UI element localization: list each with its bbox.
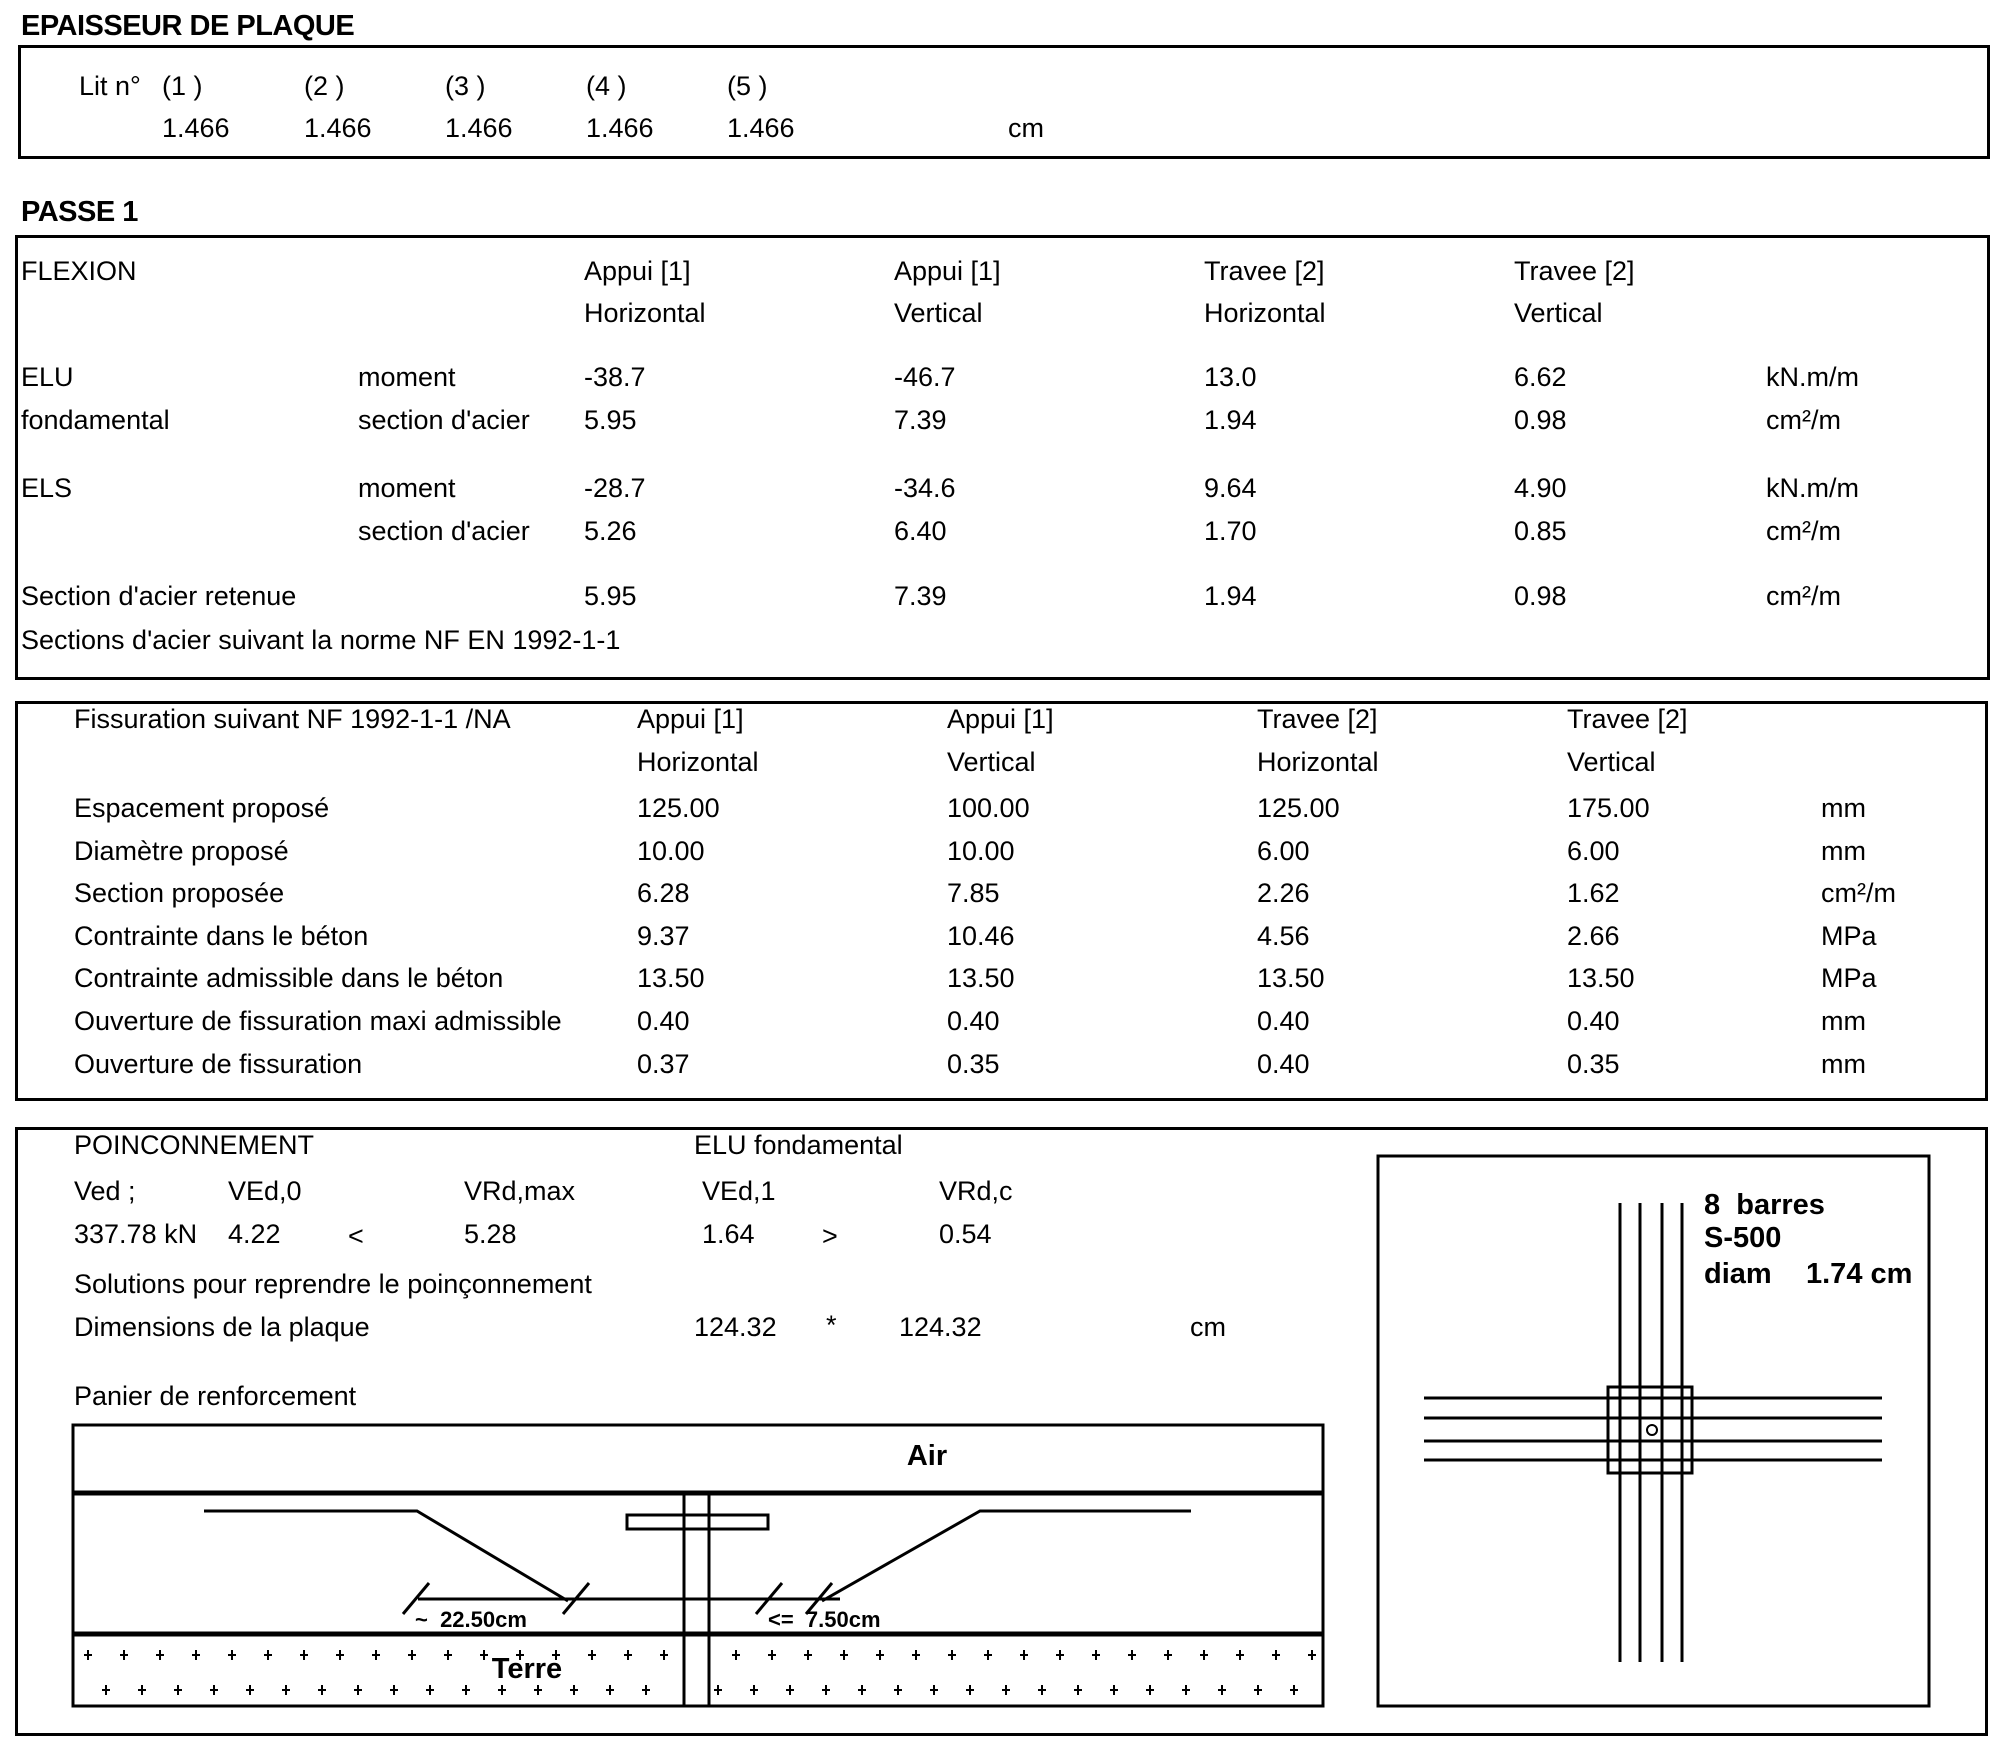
cell: 0.40 — [1567, 1006, 1620, 1036]
row-unit: kN.m/m — [1766, 362, 1859, 392]
row-unit: cm²/m — [1766, 405, 1841, 435]
cell: 0.40 — [1257, 1048, 1310, 1079]
cell: -28.7 — [584, 473, 646, 503]
header-vrdc: VRd,c — [939, 1176, 1013, 1206]
cell: 0.98 — [1514, 581, 1567, 611]
fiss-col-2-top: Appui [1] — [947, 704, 1054, 734]
dimension-unit: cm — [1190, 1312, 1226, 1342]
row-unit: mm — [1821, 835, 1866, 866]
header-ved1: VEd,1 — [702, 1176, 776, 1206]
header-ved0: VEd,0 — [228, 1176, 302, 1206]
row-label: Contrainte admissible dans le béton — [74, 963, 504, 994]
row-label: Espacement proposé — [74, 793, 330, 823]
horizontal-bars — [1424, 1398, 1882, 1460]
row-label: moment — [358, 362, 456, 392]
section-title-passe: PASSE 1 — [21, 196, 138, 228]
row-label: Section proposée — [74, 878, 285, 909]
cell: 100.00 — [947, 793, 1030, 823]
row-label: Ouverture de fissuration — [74, 1048, 363, 1079]
center-marker — [1647, 1425, 1657, 1435]
flexion-note: Sections d'acier suivant la norme NF EN 1992-1-1 — [21, 625, 621, 655]
cell: 13.50 — [947, 963, 1015, 994]
row-group: ELU — [21, 362, 74, 392]
cell: 0.35 — [947, 1048, 1000, 1079]
row-unit: MPa — [1821, 963, 1877, 994]
cell: 10.00 — [637, 835, 705, 866]
cell: 125.00 — [1257, 793, 1340, 823]
cell: 0.98 — [1514, 405, 1567, 435]
poinconnement-label: POINCONNEMENT — [74, 1130, 315, 1160]
fiss-col-1-top: Appui [1] — [637, 704, 744, 734]
row-unit: mm — [1821, 793, 1866, 823]
cell: 1.94 — [1204, 581, 1257, 611]
flexion-col-4-bottom: Vertical — [1514, 298, 1603, 328]
terre-label: Terre — [491, 1653, 563, 1685]
cell: 175.00 — [1567, 793, 1650, 823]
cell: 2.66 — [1567, 920, 1620, 951]
fissuration-label: Fissuration suivant NF 1992-1-1 /NA — [74, 704, 511, 734]
header-ved: Ved ; — [74, 1176, 136, 1206]
fiss-col-4-bottom: Vertical — [1567, 747, 1656, 777]
cell: 13.50 — [1567, 963, 1635, 994]
value-ved: 337.78 kN — [74, 1219, 198, 1249]
rebar-plan-frame — [1378, 1156, 1929, 1706]
row-unit: cm²/m — [1766, 581, 1841, 611]
cell: 0.40 — [947, 1006, 1000, 1036]
lit-4: (4 ) — [586, 71, 627, 101]
cell: 6.28 — [637, 878, 690, 909]
lit-1: (1 ) — [162, 71, 203, 101]
cell: 1.62 — [1567, 878, 1620, 909]
rebar-diam-label: diam — [1704, 1258, 1772, 1290]
diagram-frame — [73, 1425, 1323, 1706]
fiss-col-3-top: Travee [2] — [1257, 704, 1378, 734]
cell: 0.35 — [1567, 1048, 1620, 1079]
cell: 125.00 — [637, 793, 720, 823]
cell: 1.94 — [1204, 405, 1257, 435]
cell: 6.00 — [1257, 835, 1310, 866]
air-label: Air — [906, 1440, 948, 1472]
flexion-col-1-top: Appui [1] — [584, 256, 691, 286]
rebar-count: 8 barres — [1704, 1189, 1825, 1221]
lit-3: (3 ) — [445, 71, 486, 101]
cell: 0.85 — [1514, 516, 1567, 546]
comparison-greater-than: > — [822, 1221, 838, 1251]
plate — [627, 1515, 768, 1529]
header-vrdmax: VRd,max — [464, 1176, 576, 1206]
row-unit: mm — [1821, 1048, 1866, 1079]
epaisseur-unit: cm — [1008, 113, 1044, 143]
fiss-col-1-bottom: Horizontal — [637, 747, 759, 777]
flexion-col-4-top: Travee [2] — [1514, 256, 1635, 286]
cell: 13.0 — [1204, 362, 1257, 392]
rebar-grade: S-500 — [1704, 1222, 1782, 1254]
cell: -34.6 — [894, 473, 956, 503]
flexion-col-3-top: Travee [2] — [1204, 256, 1325, 286]
dim-left-label: ~ 22.50cm — [415, 1607, 527, 1632]
flexion-col-2-top: Appui [1] — [894, 256, 1001, 286]
lit-4-value: 1.466 — [586, 113, 654, 143]
solutions-label: Solutions pour reprendre le poinçonnement — [74, 1269, 592, 1299]
soil-hatch — [84, 1650, 1316, 1695]
dimension-b: 124.32 — [899, 1312, 982, 1342]
fiss-col-3-bottom: Horizontal — [1257, 747, 1379, 777]
dimensions-label: Dimensions de la plaque — [74, 1312, 370, 1342]
cell: 6.40 — [894, 516, 947, 546]
cell: 7.85 — [947, 878, 1000, 909]
cell: 2.26 — [1257, 878, 1310, 909]
section-title-epaisseur: EPAISSEUR DE PLAQUE — [21, 10, 355, 42]
cell: 13.50 — [1257, 963, 1325, 994]
row-label: Diamètre proposé — [74, 835, 289, 866]
lit-2: (2 ) — [304, 71, 345, 101]
value-ved0: 4.22 — [228, 1219, 281, 1249]
row-label: moment — [358, 473, 456, 503]
comparison-less-than: < — [348, 1221, 364, 1251]
cell: 0.40 — [1257, 1006, 1310, 1036]
vertical-bars — [1620, 1203, 1682, 1662]
cell: 5.95 — [584, 581, 637, 611]
row-label: Section d'acier retenue — [21, 581, 297, 611]
bent-bar-right — [822, 1511, 1191, 1601]
row-group: ELS — [21, 473, 73, 503]
lit-2-value: 1.466 — [304, 113, 372, 143]
row-label: section d'acier — [358, 516, 530, 546]
cell: -46.7 — [894, 362, 956, 392]
dimension-separator: * — [826, 1310, 837, 1340]
cell: 0.40 — [637, 1006, 690, 1036]
cell: 5.26 — [584, 516, 637, 546]
cell: 7.39 — [894, 581, 947, 611]
lit-3-value: 1.466 — [445, 113, 513, 143]
cell: 1.70 — [1204, 516, 1257, 546]
row-unit: cm²/m — [1766, 516, 1841, 546]
row-unit: mm — [1821, 1006, 1866, 1036]
value-ved1: 1.64 — [702, 1219, 755, 1249]
flexion-col-2-bottom: Vertical — [894, 298, 983, 328]
flexion-col-1-bottom: Horizontal — [584, 298, 706, 328]
lit-1-value: 1.466 — [162, 113, 230, 143]
cell: 9.64 — [1204, 473, 1257, 503]
row-unit: MPa — [1821, 920, 1877, 951]
flexion-col-3-bottom: Horizontal — [1204, 298, 1326, 328]
cell: -38.7 — [584, 362, 646, 392]
fiss-col-2-bottom: Vertical — [947, 747, 1036, 777]
cell: 4.56 — [1257, 920, 1310, 951]
row-label: Ouverture de fissuration maxi admissible — [74, 1006, 562, 1036]
cell: 6.00 — [1567, 835, 1620, 866]
cell: 13.50 — [637, 963, 705, 994]
cell: 7.39 — [894, 405, 947, 435]
row-group: fondamental — [21, 405, 170, 435]
row-label: section d'acier — [358, 405, 530, 435]
cell: 6.62 — [1514, 362, 1567, 392]
cell: 5.95 — [584, 405, 637, 435]
cell: 0.37 — [637, 1048, 690, 1079]
value-vrdc: 0.54 — [939, 1219, 992, 1249]
row-label: Contrainte dans le béton — [74, 920, 369, 951]
panier-label: Panier de renforcement — [74, 1381, 357, 1411]
row-unit: kN.m/m — [1766, 473, 1859, 503]
poinconnement-state: ELU fondamental — [694, 1130, 903, 1160]
lit-5-value: 1.466 — [727, 113, 795, 143]
flexion-label: FLEXION — [21, 256, 137, 286]
cell: 9.37 — [637, 920, 690, 951]
value-vrdmax: 5.28 — [464, 1219, 517, 1249]
cell: 10.46 — [947, 920, 1015, 951]
cell: 4.90 — [1514, 473, 1567, 503]
rebar-diam-value: 1.74 cm — [1806, 1258, 1913, 1290]
cell: 10.00 — [947, 835, 1015, 866]
lit-5: (5 ) — [727, 71, 768, 101]
dimension-a: 124.32 — [694, 1312, 777, 1342]
dim-right-label: <= 7.50cm — [768, 1607, 881, 1632]
fiss-col-4-top: Travee [2] — [1567, 704, 1688, 734]
lit-label: Lit n° — [79, 71, 141, 101]
row-unit: cm²/m — [1821, 878, 1896, 909]
bent-bar-left — [204, 1511, 568, 1601]
